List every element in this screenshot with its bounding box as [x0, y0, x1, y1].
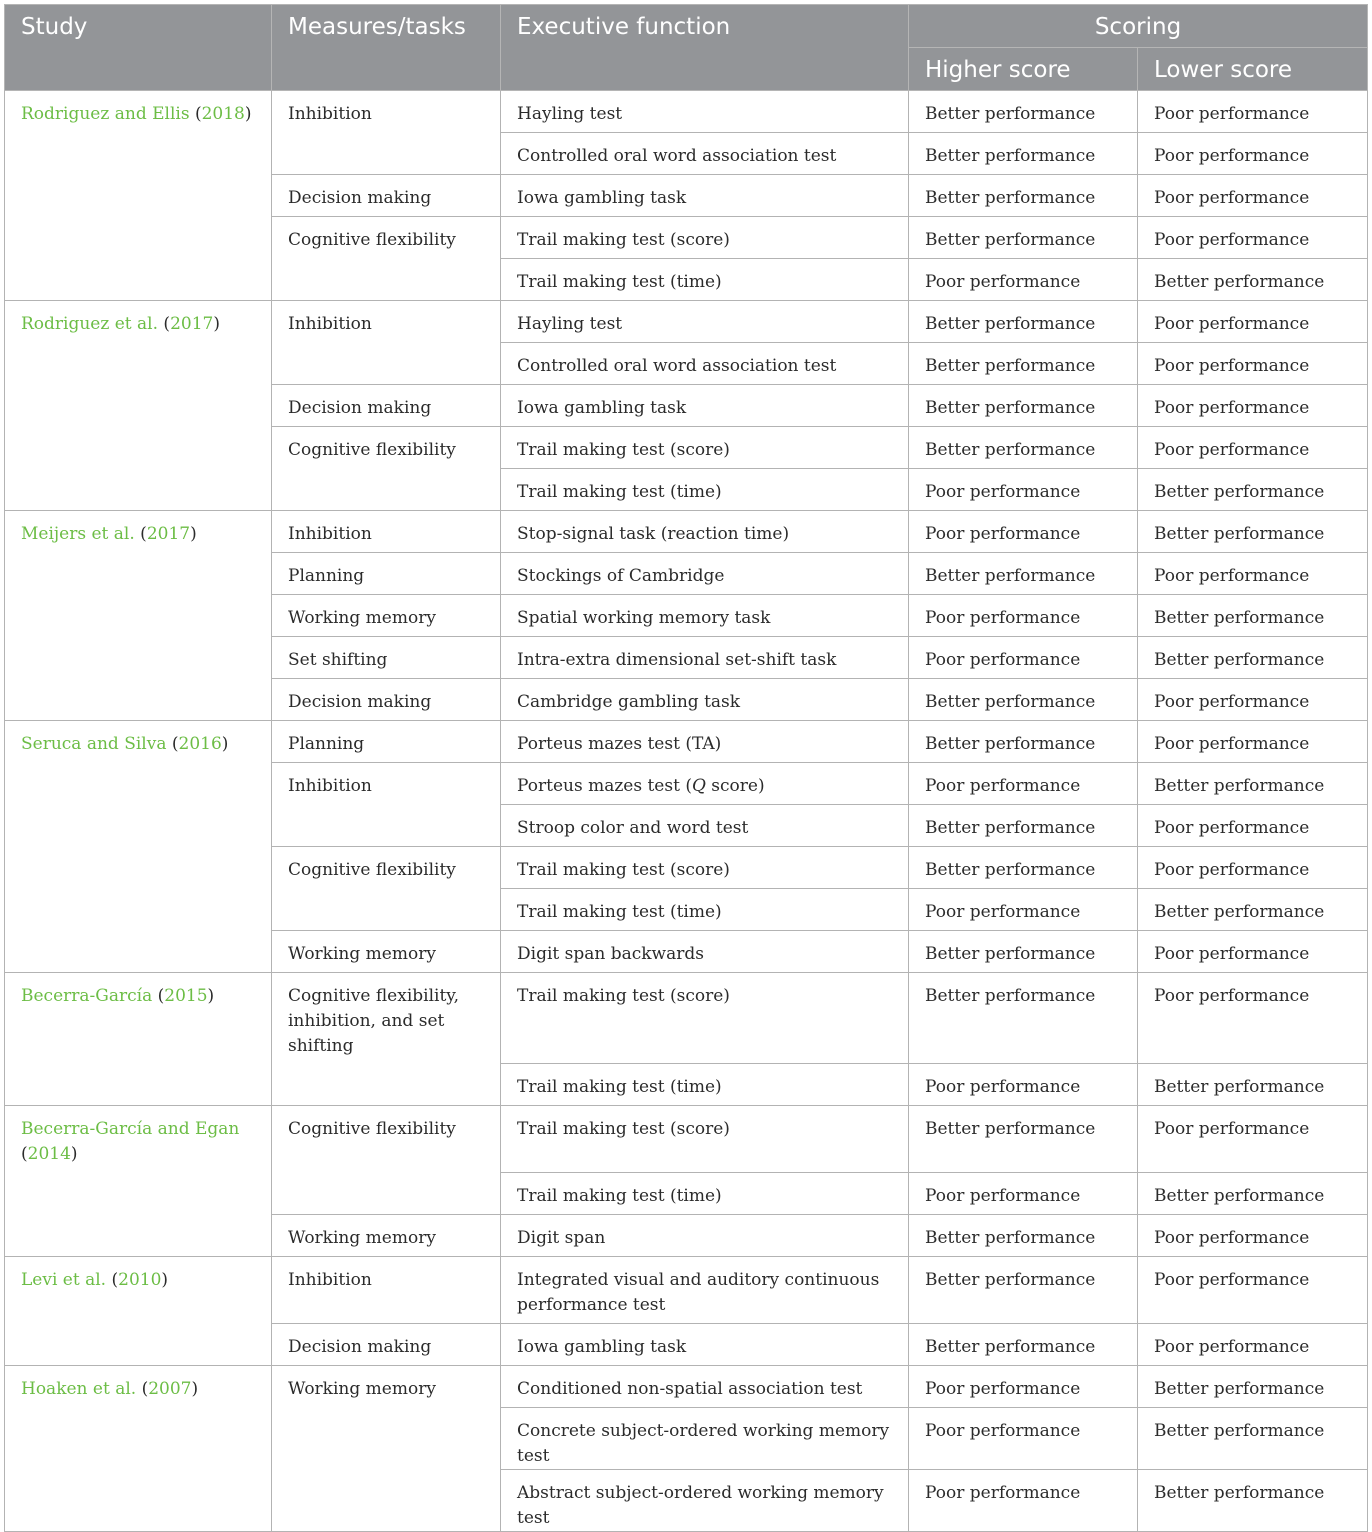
ef-cell: Porteus mazes test (TA)	[501, 721, 909, 763]
ef-cell: Stop-signal task (reaction time)	[501, 511, 909, 553]
higher-score-cell: Poor performance	[909, 763, 1138, 805]
ef-cell: Trail making test (time)	[501, 1064, 909, 1106]
ef-cell: Trail making test (score)	[501, 217, 909, 259]
measure-cell: Working memory	[272, 595, 501, 637]
ef-cell: Controlled oral word association test	[501, 343, 909, 385]
measure-cell: Decision making	[272, 679, 501, 721]
ef-cell: Stockings of Cambridge	[501, 553, 909, 595]
study-author-link[interactable]: Rodriguez et al.	[21, 314, 159, 334]
ef-cell: Trail making test (score)	[501, 847, 909, 889]
measure-cell: Cognitive flexibility	[272, 217, 501, 301]
study-author-link[interactable]: Hoaken et al.	[21, 1379, 137, 1399]
lower-score-cell: Poor performance	[1138, 427, 1368, 469]
lower-score-cell: Better performance	[1138, 1173, 1368, 1215]
header-executive-function: Executive function	[501, 5, 909, 91]
ef-cell: Porteus mazes test (Q score)	[501, 763, 909, 805]
lower-score-cell: Poor performance	[1138, 1324, 1368, 1366]
ef-cell: Intra-extra dimensional set-shift task	[501, 637, 909, 679]
ef-cell: Spatial working memory task	[501, 595, 909, 637]
measure-cell: Decision making	[272, 175, 501, 217]
header-higher-score: Higher score	[909, 48, 1138, 91]
higher-score-cell: Poor performance	[909, 259, 1138, 301]
higher-score-cell: Better performance	[909, 301, 1138, 343]
ef-cell: Controlled oral word association test	[501, 133, 909, 175]
ef-cell: Stroop color and word test	[501, 805, 909, 847]
higher-score-cell: Better performance	[909, 217, 1138, 259]
lower-score-cell: Poor performance	[1138, 679, 1368, 721]
higher-score-cell: Better performance	[909, 427, 1138, 469]
lower-score-cell: Poor performance	[1138, 805, 1368, 847]
ef-cell: Abstract subject-ordered working memory test	[501, 1470, 909, 1532]
higher-score-cell: Better performance	[909, 1257, 1138, 1324]
measure-cell: Inhibition	[272, 511, 501, 553]
ef-cell: Trail making test (time)	[501, 1173, 909, 1215]
higher-score-cell: Poor performance	[909, 1173, 1138, 1215]
measure-cell: Working memory	[272, 1215, 501, 1257]
ef-cell: Hayling test	[501, 301, 909, 343]
lower-score-cell: Poor performance	[1138, 385, 1368, 427]
higher-score-cell: Better performance	[909, 1215, 1138, 1257]
higher-score-cell: Better performance	[909, 931, 1138, 973]
lower-score-cell: Poor performance	[1138, 721, 1368, 763]
lower-score-cell: Better performance	[1138, 637, 1368, 679]
higher-score-cell: Better performance	[909, 721, 1138, 763]
higher-score-cell: Poor performance	[909, 1366, 1138, 1408]
ef-cell: Iowa gambling task	[501, 1324, 909, 1366]
higher-score-cell: Poor performance	[909, 1470, 1138, 1532]
study-year-link[interactable]: 2007	[148, 1379, 192, 1399]
lower-score-cell: Poor performance	[1138, 1106, 1368, 1173]
measure-cell: Decision making	[272, 1324, 501, 1366]
study-year-link[interactable]: 2017	[146, 524, 191, 544]
higher-score-cell: Better performance	[909, 175, 1138, 217]
study-year-link[interactable]: 2016	[178, 734, 222, 754]
lower-score-cell: Poor performance	[1138, 133, 1368, 175]
lower-score-cell: Better performance	[1138, 889, 1368, 931]
higher-score-cell: Poor performance	[909, 1408, 1138, 1470]
ef-cell: Concrete subject-ordered working memory test	[501, 1408, 909, 1470]
lower-score-cell: Poor performance	[1138, 847, 1368, 889]
study-cell: Rodriguez and Ellis (2018)	[5, 91, 272, 301]
measure-cell: Inhibition	[272, 91, 501, 175]
measure-cell: Planning	[272, 721, 501, 763]
lower-score-cell: Better performance	[1138, 259, 1368, 301]
higher-score-cell: Poor performance	[909, 595, 1138, 637]
higher-score-cell: Better performance	[909, 679, 1138, 721]
lower-score-cell: Poor performance	[1138, 1215, 1368, 1257]
higher-score-cell: Poor performance	[909, 1064, 1138, 1106]
study-cell: Rodriguez et al. (2017)	[5, 301, 272, 511]
measure-cell: Planning	[272, 553, 501, 595]
lower-score-cell: Poor performance	[1138, 301, 1368, 343]
lower-score-cell: Poor performance	[1138, 553, 1368, 595]
higher-score-cell: Better performance	[909, 847, 1138, 889]
lower-score-cell: Better performance	[1138, 511, 1368, 553]
measure-cell: Set shifting	[272, 637, 501, 679]
measure-cell: Inhibition	[272, 301, 501, 385]
ef-cell: Iowa gambling task	[501, 175, 909, 217]
lower-score-cell: Better performance	[1138, 1470, 1368, 1532]
measure-cell: Cognitive flexibility	[272, 427, 501, 511]
lower-score-cell: Poor performance	[1138, 343, 1368, 385]
study-year-link[interactable]: 2014	[27, 1144, 71, 1164]
header-scoring: Scoring	[909, 5, 1368, 48]
study-cell: Becerra-García (2015)	[5, 973, 272, 1106]
study-cell: Meijers et al. (2017)	[5, 511, 272, 721]
lower-score-cell: Better performance	[1138, 1408, 1368, 1470]
study-year-link[interactable]: 2010	[118, 1270, 162, 1290]
ef-cell: Trail making test (time)	[501, 259, 909, 301]
study-author-link[interactable]: Rodriguez and Ellis	[21, 104, 190, 124]
ef-cell: Digit span	[501, 1215, 909, 1257]
lower-score-cell: Poor performance	[1138, 217, 1368, 259]
lower-score-cell: Better performance	[1138, 1366, 1368, 1408]
higher-score-cell: Better performance	[909, 1106, 1138, 1173]
ef-cell: Conditioned non-spatial association test	[501, 1366, 909, 1408]
study-author-link[interactable]: Becerra-García and Egan	[21, 1119, 240, 1139]
lower-score-cell: Better performance	[1138, 763, 1368, 805]
executive-function-table	[4, 4, 1368, 1532]
lower-score-cell: Poor performance	[1138, 931, 1368, 973]
study-author-link[interactable]: Seruca and Silva	[21, 734, 167, 754]
study-cell: Becerra-García and Egan (2014)	[5, 1106, 272, 1257]
measure-cell: Decision making	[272, 385, 501, 427]
higher-score-cell: Better performance	[909, 385, 1138, 427]
ef-cell: Hayling test	[501, 91, 909, 133]
study-year-link[interactable]: 2018	[201, 104, 245, 124]
higher-score-cell: Better performance	[909, 91, 1138, 133]
measure-cell: Inhibition	[272, 1257, 501, 1324]
ef-cell: Trail making test (time)	[501, 889, 909, 931]
lower-score-cell: Poor performance	[1138, 973, 1368, 1064]
measure-cell: Working memory	[272, 1366, 501, 1532]
higher-score-cell: Poor performance	[909, 469, 1138, 511]
ef-cell: Trail making test (score)	[501, 427, 909, 469]
ef-cell: Digit span backwards	[501, 931, 909, 973]
study-year-link[interactable]: 2017	[170, 314, 214, 334]
header-study: Study	[5, 5, 272, 91]
ef-cell: Trail making test (score)	[501, 1106, 909, 1173]
header-measures-tasks: Measures/tasks	[272, 5, 501, 91]
higher-score-cell: Better performance	[909, 973, 1138, 1064]
higher-score-cell: Better performance	[909, 133, 1138, 175]
higher-score-cell: Better performance	[909, 805, 1138, 847]
header-lower-score: Lower score	[1138, 48, 1368, 91]
measure-cell: Cognitive flexibility, inhibition, and set shifting	[272, 973, 501, 1106]
lower-score-cell: Poor performance	[1138, 175, 1368, 217]
lower-score-cell: Better performance	[1138, 469, 1368, 511]
study-year-link[interactable]: 2015	[164, 986, 208, 1006]
study-cell: Levi et al. (2010)	[5, 1257, 272, 1366]
study-author-link[interactable]: Levi et al.	[21, 1270, 107, 1290]
study-author-link[interactable]: Meijers et al.	[21, 524, 135, 544]
lower-score-cell: Better performance	[1138, 1064, 1368, 1106]
higher-score-cell: Better performance	[909, 1324, 1138, 1366]
higher-score-cell: Poor performance	[909, 889, 1138, 931]
higher-score-cell: Better performance	[909, 553, 1138, 595]
lower-score-cell: Poor performance	[1138, 1257, 1368, 1324]
study-cell: Seruca and Silva (2016)	[5, 721, 272, 973]
measure-cell: Inhibition	[272, 763, 501, 847]
higher-score-cell: Poor performance	[909, 637, 1138, 679]
ef-cell: Trail making test (time)	[501, 469, 909, 511]
study-cell: Hoaken et al. (2007)	[5, 1366, 272, 1532]
higher-score-cell: Poor performance	[909, 511, 1138, 553]
study-author-link[interactable]: Becerra-García	[21, 986, 153, 1006]
lower-score-cell: Poor performance	[1138, 91, 1368, 133]
ef-cell: Trail making test (score)	[501, 973, 909, 1064]
higher-score-cell: Better performance	[909, 343, 1138, 385]
measure-cell: Cognitive flexibility	[272, 1106, 501, 1215]
measure-cell: Cognitive flexibility	[272, 847, 501, 931]
measure-cell: Working memory	[272, 931, 501, 973]
ef-cell: Iowa gambling task	[501, 385, 909, 427]
lower-score-cell: Better performance	[1138, 595, 1368, 637]
ef-cell: Cambridge gambling task	[501, 679, 909, 721]
ef-cell: Integrated visual and auditory continuous performance test	[501, 1257, 909, 1324]
